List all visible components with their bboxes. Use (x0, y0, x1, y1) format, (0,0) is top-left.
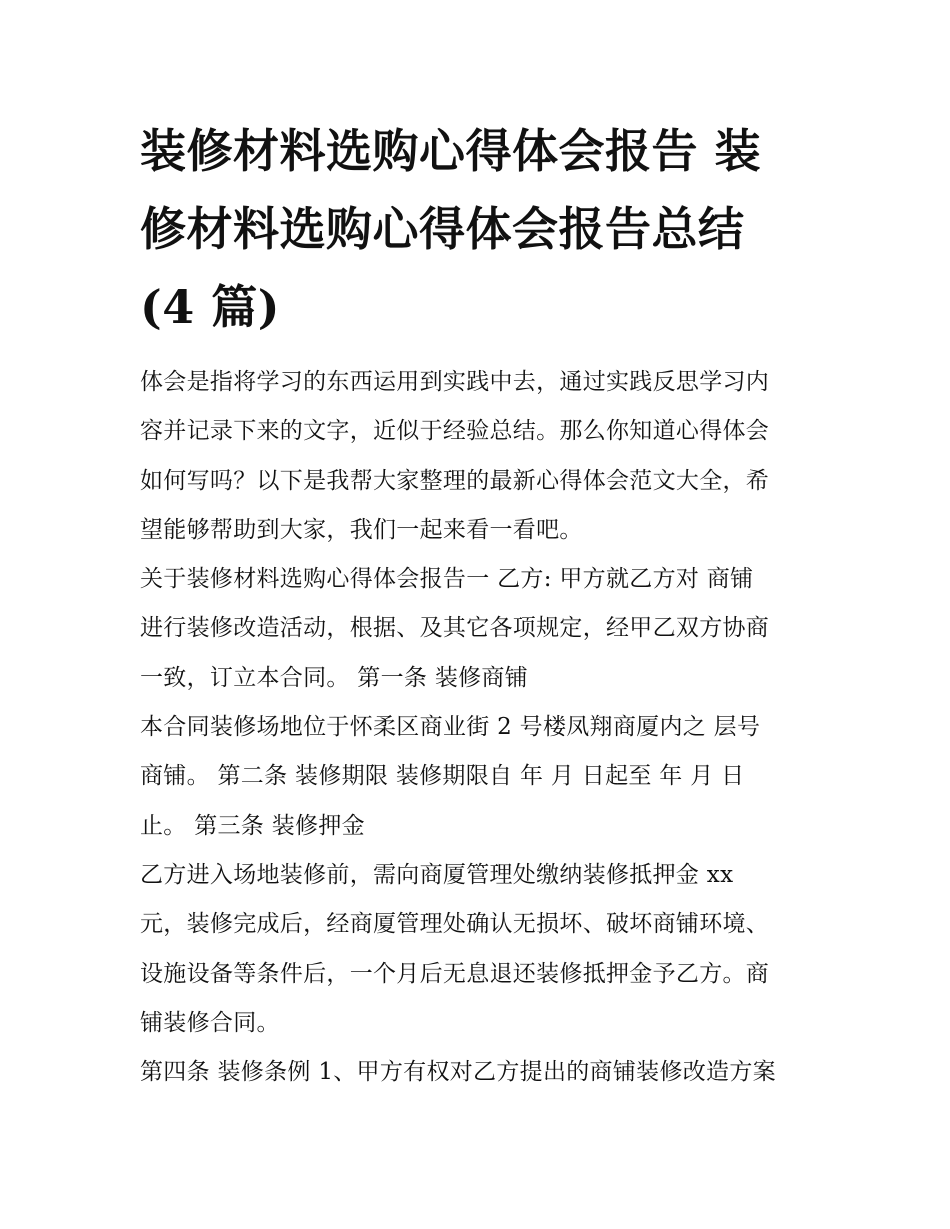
body-line: 本合同装修场地位于怀柔区商业街 2 号楼凤翔商厦内之 层号 (140, 714, 761, 741)
body-line: 一致，订立本合同。 第一条 装修商铺 (140, 664, 529, 691)
body-line: 第四条 装修条例 1、甲方有权对乙方提出的商铺装修改造方案 (140, 1059, 776, 1086)
body-line: 关于装修材料选购心得体会报告一 乙方: 甲方就乙方对 商铺 (140, 566, 754, 593)
body-line: 铺装修合同。 (140, 1009, 280, 1036)
body-line: 止。 第三条 装修押金 (140, 812, 365, 839)
body-line: 容并记录下来的文字，近似于经验总结。那么你知道心得体会 (140, 418, 770, 445)
title-line: (4 篇) (140, 280, 281, 334)
body-line: 进行装修改造活动，根据、及其它各项规定，经甲乙双方协商 (140, 615, 770, 642)
document-body (140, 358, 820, 1097)
body-line: 望能够帮助到大家，我们一起来看一看吧。 (140, 516, 583, 543)
body-line: 商铺。 第二条 装修期限 装修期限自 年 月 日起至 年 月 日 (140, 763, 745, 790)
body-line: 如何写吗？以下是我帮大家整理的最新心得体会范文大全，希 (140, 467, 770, 494)
body-line: 乙方进入场地装修前，需向商厦管理处缴纳装修抵押金 xx (140, 861, 734, 888)
body-line: 元，装修完成后，经商厦管理处确认无损坏、破坏商铺环境、 (140, 911, 770, 938)
title-line: 装修材料选购心得体会报告 装 (140, 124, 762, 178)
title-line: 修材料选购心得体会报告总结 (140, 202, 745, 256)
body-line: 设施设备等条件后，一个月后无息退还装修抵押金予乙方。商 (140, 960, 770, 987)
document-title (140, 112, 820, 346)
body-line: 体会是指将学习的东西运用到实践中去，通过实践反思学习内 (140, 369, 770, 395)
